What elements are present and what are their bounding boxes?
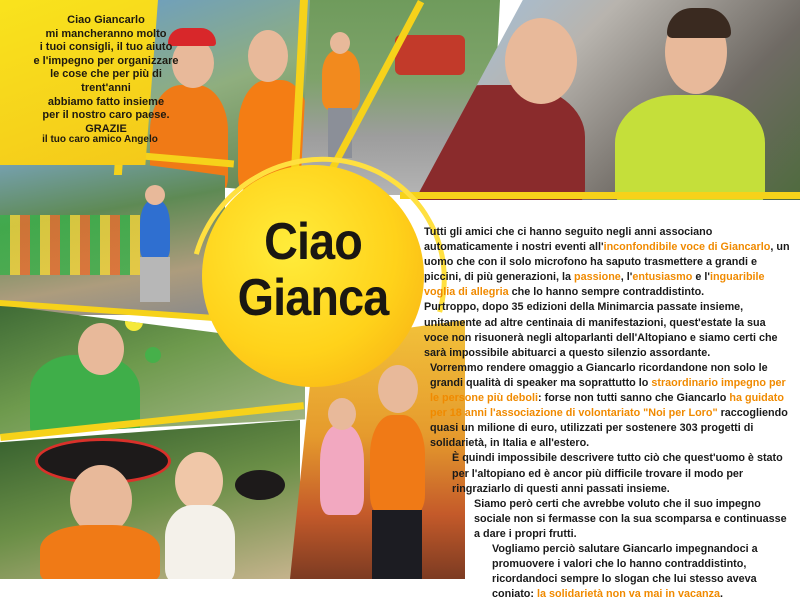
article-paragraph [412,361,792,452]
photo-sombrero-and-child [0,420,300,579]
article-paragraph: È quindi impossibile descrivere tutto ciò che quest'uomo è stato per l'altopiano ed è ancor più difficile trovare il modo per ringraziarlo di questi anni passati insieme. [452,452,783,495]
article-paragraph [412,542,792,602]
article-paragraph [412,225,792,300]
title-line: Ciao [264,213,362,271]
frame-strip [400,192,800,199]
article-highlight: ha guidato per 18 anni l'associazione di volontariato "Noi per Loro" [430,392,784,420]
article-text: e l' [692,271,710,284]
article-text: Vorremmo rendere omaggio a Giancarlo ricordandone non solo le grandi qualità di speaker ma soprattutto lo [430,361,768,389]
quote-line: Ciao Giancarlo [67,14,145,26]
article-highlight: inconfondibile voce di Giancarlo [603,241,771,254]
article-highlight: la solidarietà non va mai in vacanza [537,588,721,601]
article-text: raccogliendo quasi un milione di euro, utilizzati per sostenere 303 progetti di solidarietà, in Italia e all'estero. [430,407,788,450]
article-text: . [720,588,724,601]
article-text: , l' [620,271,633,284]
article-body [412,225,792,602]
quote-line: mi mancheranno molto [45,27,167,40]
article-highlight: inguaribile voglia di allegria [424,271,765,299]
title-line: Gianca [237,269,389,327]
article-text: Tutti gli amici che ci hanno seguito negli anni associano automaticamente i nostri eventi all' [424,226,713,254]
article-text: : forse non tutti sanno che Giancarlo [538,392,730,405]
article-highlight: passione [573,271,621,284]
article-text: Vogliamo perciò salutare Giancarlo impegnandoci a promuovere i valori che lo hanno contraddistinto, ricordandoci sempre lo slogan che lui stesso aveva coniato: [492,542,758,601]
article-paragraph: Purtroppo, dopo 35 edizioni della Minimarcia passate insieme, unitamente ad altre centinaia di manifestazioni, quest'estate la sua voce non risuonerà negli altoparlanti dell'Altopiano e siamo certi che sarà impossibile abituarci a questo silenzio assordante. [424,301,778,359]
article-text: , un uomo che con il solo microfono ha saputo trasmettere a grandi e piccini, di più generazioni, la [424,241,790,284]
quote-line: i tuoi consigli, il tuo aiuto [39,41,173,54]
article-paragraph: Siamo però certi che avrebbe voluto che il suo impegno sociale non si fermasse con la sua scomparsa e continuasse a dare i propri frutti. [474,497,787,540]
quote-line: abbiamo fatto insieme [47,95,165,108]
page-title [213,214,413,326]
article-highlight: straordinario impegno per le persone più deboli [430,376,786,405]
article-highlight: entusiasmo [632,271,693,284]
quote-line: GRAZIE [85,122,127,135]
quote-line: per il nostro caro paese. [42,109,170,122]
quote-line: le cose che per più di trent'anni [50,68,162,94]
quote-line: e l'impegno per organizzare [33,54,179,67]
quote-signature: il tuo caro amico Angelo [42,134,158,145]
article-text: che lo hanno sempre contraddistinto. [508,286,705,299]
quote-text [26,14,186,136]
